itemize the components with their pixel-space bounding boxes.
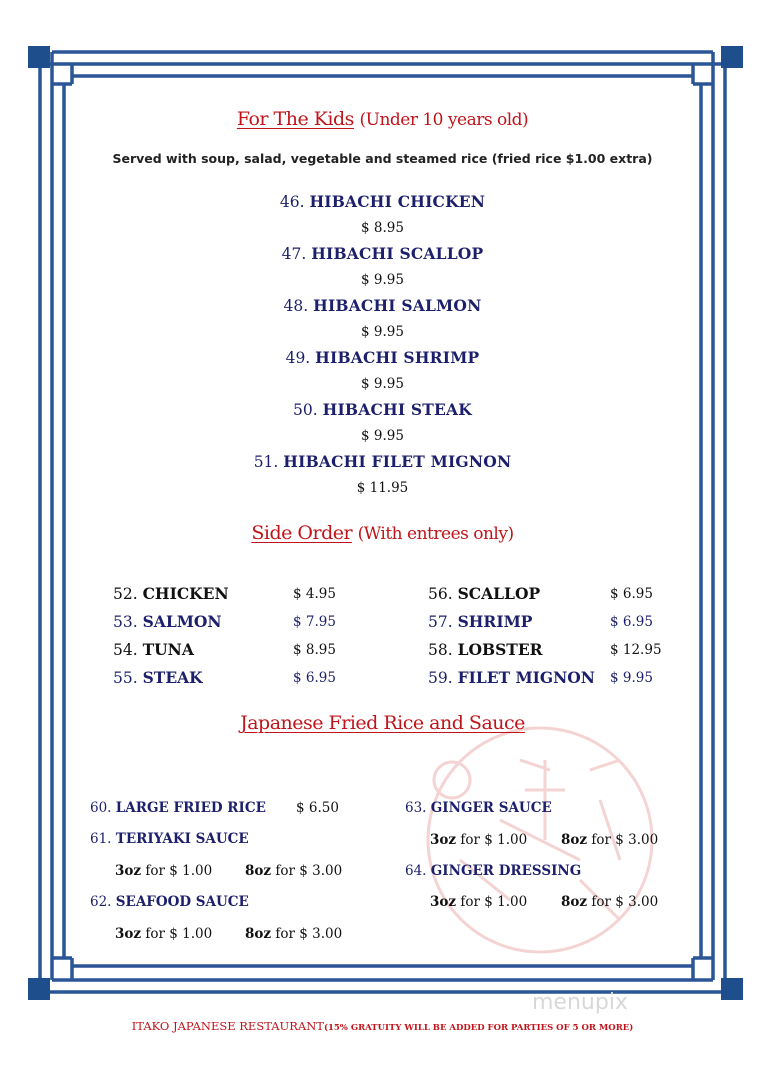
- watermark: menupix: [532, 990, 628, 1015]
- kids-item: 48. HIBACHI SALMON: [283, 296, 482, 315]
- rice-price-60: $ 6.50: [296, 800, 339, 816]
- rice-item-61: 61. TERIYAKI SAUCE: [90, 831, 249, 847]
- side-item-price: $ 9.95: [610, 670, 653, 686]
- kids-item: 46. HIBACHI CHICKEN: [279, 192, 486, 211]
- kids-item: 47. HIBACHI SCALLOP: [281, 244, 484, 263]
- side-item-price: $ 8.95: [293, 642, 336, 658]
- kids-served-note: Served with soup, salad, vegetable and steamed rice (fried rice $1.00 extra): [112, 151, 653, 166]
- teriyaki-8oz: 8oz for $ 3.00: [245, 863, 343, 879]
- ginger-sauce-3oz: 3oz for $ 1.00: [430, 832, 528, 848]
- side-item: 55. STEAK: [113, 668, 203, 687]
- ginger-dressing-8oz: 8oz for $ 3.00: [561, 894, 659, 910]
- side-item: 54. TUNA: [113, 640, 194, 659]
- kids-heading: [0, 108, 765, 130]
- gratuity-note: (15% GRATUITY WILL BE ADDED FOR PARTIES OF 5 OR MORE): [323, 1023, 634, 1033]
- seafood-8oz: 8oz for $ 3.00: [245, 926, 343, 942]
- rice-item-60: 60. LARGE FRIED RICE: [90, 800, 266, 816]
- kids-item: 50. HIBACHI STEAK: [293, 400, 472, 419]
- side-subtitle: (With entrees only): [357, 524, 514, 544]
- side-item: 56. SCALLOP: [428, 584, 541, 603]
- kids-item-price: $ 9.95: [361, 324, 404, 340]
- side-item: 59. FILET MIGNON: [428, 668, 595, 687]
- kids-item-price: $ 9.95: [361, 272, 404, 288]
- rice-item-63: 63. GINGER SAUCE: [405, 800, 552, 816]
- rice-item-62: 62. SEAFOOD SAUCE: [90, 894, 249, 910]
- kids-item: 49. HIBACHI SHRIMP: [285, 348, 480, 367]
- side-item: 53. SALMON: [113, 612, 222, 631]
- side-item-price: $ 4.95: [293, 586, 336, 602]
- rice-item-64: 64. GINGER DRESSING: [405, 863, 582, 879]
- teriyaki-3oz: 3oz for $ 1.00: [115, 863, 213, 879]
- rice-heading: [0, 712, 765, 734]
- side-item-price: $ 12.95: [610, 642, 662, 658]
- side-item-price: $ 7.95: [293, 614, 336, 630]
- seafood-3oz: 3oz for $ 1.00: [115, 926, 213, 942]
- kids-item-price: $ 9.95: [361, 428, 404, 444]
- kids-item-price: $ 9.95: [361, 376, 404, 392]
- side-item-price: $ 6.95: [293, 670, 336, 686]
- side-item-price: $ 6.95: [610, 586, 653, 602]
- kids-item-price: $ 8.95: [361, 220, 404, 236]
- ginger-sauce-8oz: 8oz for $ 3.00: [561, 832, 659, 848]
- side-item: 52. CHICKEN: [113, 584, 229, 603]
- kids-title: For The Kids: [236, 108, 354, 130]
- kids-item: 51. HIBACHI FILET MIGNON: [253, 452, 512, 471]
- side-item: 57. SHRIMP: [428, 612, 533, 631]
- restaurant-name: ITAKO JAPANESE RESTAURANT: [131, 1019, 324, 1033]
- rice-title: Japanese Fried Rice and Sauce: [240, 712, 525, 734]
- footer: [0, 1019, 765, 1033]
- ginger-dressing-3oz: 3oz for $ 1.00: [430, 894, 528, 910]
- side-item-price: $ 6.95: [610, 614, 653, 630]
- side-title: Side Order: [251, 522, 353, 544]
- side-heading: [0, 522, 765, 544]
- kids-item-price: $ 11.95: [356, 480, 409, 496]
- kids-subtitle: (Under 10 years old): [359, 110, 529, 130]
- side-item: 58. LOBSTER: [428, 640, 543, 659]
